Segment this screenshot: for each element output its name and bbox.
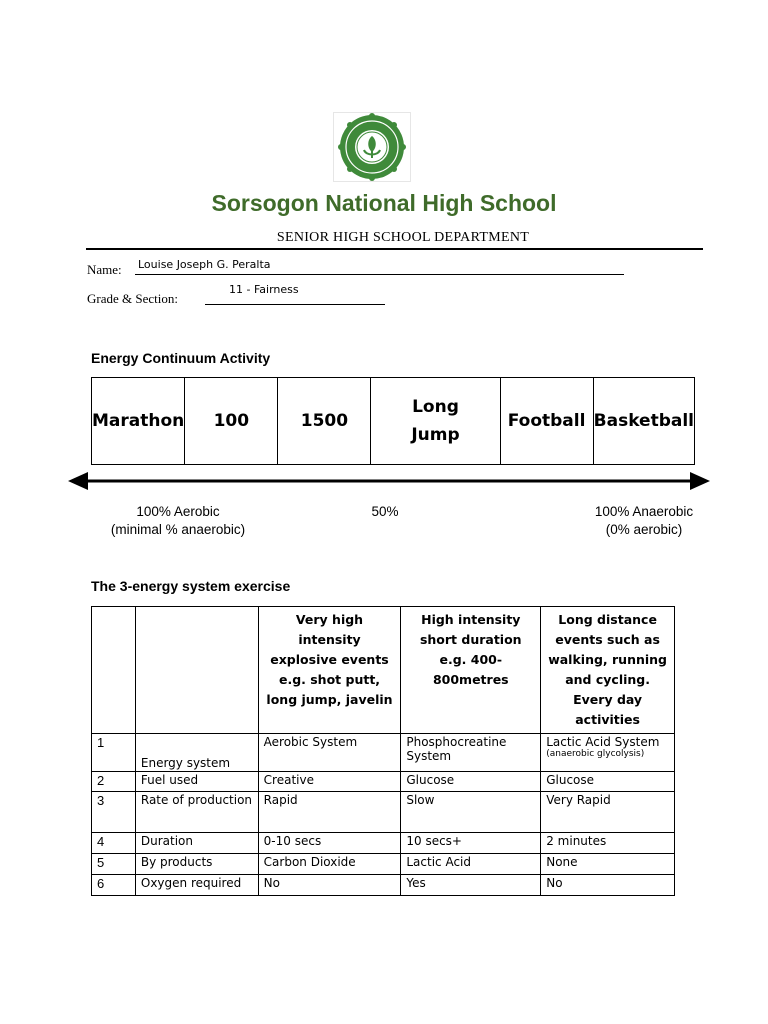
table-cell: Phosphocreatine System [401, 734, 541, 772]
table-row [92, 875, 675, 896]
table-row [92, 833, 675, 854]
cell-main-text: Lactic Acid System [546, 735, 660, 749]
row-label: Rate of production [135, 792, 258, 833]
scale-mid-label: 50% [371, 504, 399, 519]
continuum-cell: Marathon [92, 411, 185, 431]
header-divider [86, 248, 703, 250]
scale-left-sublabel: (minimal % anaerobic) [110, 522, 246, 537]
row-number: 4 [92, 833, 136, 854]
row-label: Fuel used [135, 772, 258, 792]
energy-system-table [91, 606, 675, 896]
table-cell: Creative [258, 772, 401, 792]
name-underline [135, 274, 624, 275]
table-cell: Slow [401, 792, 541, 833]
grade-section-label: Grade & Section: [87, 291, 178, 306]
row-number: 3 [92, 792, 136, 833]
continuum-cell: 1500 [277, 378, 370, 464]
row-label: Duration [135, 833, 258, 854]
continuum-double-arrow [68, 470, 710, 492]
table-cell: Aerobic System [258, 734, 401, 772]
table-cell [541, 734, 675, 772]
table-row [92, 792, 675, 833]
table-cell: 10 secs+ [401, 833, 541, 854]
header-cell: Very high intensity explosive events e.g. shot putt, long jump, javelin [258, 607, 401, 734]
header-cell: Long distance events such as walking, running and cycling. Every day activities [541, 607, 675, 734]
row-number: 5 [92, 854, 136, 875]
scale-left [98, 503, 258, 539]
table-cell: Lactic Acid [401, 854, 541, 875]
table-header-row [92, 607, 675, 734]
scale-right-sublabel: (0% aerobic) [605, 522, 683, 537]
table-cell: Glucose [401, 772, 541, 792]
table-row [92, 734, 675, 772]
table-row [92, 772, 675, 792]
table-cell: None [541, 854, 675, 875]
table-cell: Glucose [541, 772, 675, 792]
name-label: Name: [87, 262, 122, 277]
table-cell: 2 minutes [541, 833, 675, 854]
table-cell: Carbon Dioxide [258, 854, 401, 875]
department-title: SENIOR HIGH SCHOOL DEPARTMENT [276, 230, 530, 245]
table-row [92, 854, 675, 875]
row-label: By products [135, 854, 258, 875]
continuum-table [91, 377, 695, 465]
scale-right-label: 100% Anaerobic [594, 504, 694, 519]
header-cell-blank [92, 607, 136, 734]
table-cell: No [541, 875, 675, 896]
school-name: Sorsogon National High School [211, 190, 557, 216]
continuum-cell: Basketball [593, 378, 694, 464]
row-number: 2 [92, 772, 136, 792]
continuum-title: Energy Continuum Activity [91, 350, 271, 366]
header-cell-blank [135, 607, 258, 734]
continuum-cell: Football [500, 378, 593, 464]
school-seal-logo [333, 112, 411, 182]
row-label: Oxygen required [135, 875, 258, 896]
school-seal-icon [333, 112, 411, 182]
row-number: 1 [92, 734, 136, 772]
table-cell: Yes [401, 875, 541, 896]
scale-left-label: 100% Aerobic [136, 504, 220, 519]
cell-note: (anaerobic glycolysis) [546, 749, 645, 759]
name-value: Louise Joseph G. Peralta [138, 258, 271, 271]
continuum-cell: Long Jump [370, 378, 499, 464]
row-number: 6 [92, 875, 136, 896]
table-cell: 0-10 secs [258, 833, 401, 854]
row-label: Energy system [135, 734, 258, 772]
grade-section-value: 11 - Fairness [229, 283, 299, 296]
table-cell: No [258, 875, 401, 896]
continuum-cell: 100 [184, 378, 277, 464]
table-cell: Very Rapid [541, 792, 675, 833]
scale-right [574, 503, 714, 539]
table-cell: Rapid [258, 792, 401, 833]
exercise-title: The 3-energy system exercise [91, 578, 291, 594]
grade-section-underline [205, 304, 385, 305]
header-cell: High intensity short duration e.g. 400-800metres [401, 607, 541, 734]
